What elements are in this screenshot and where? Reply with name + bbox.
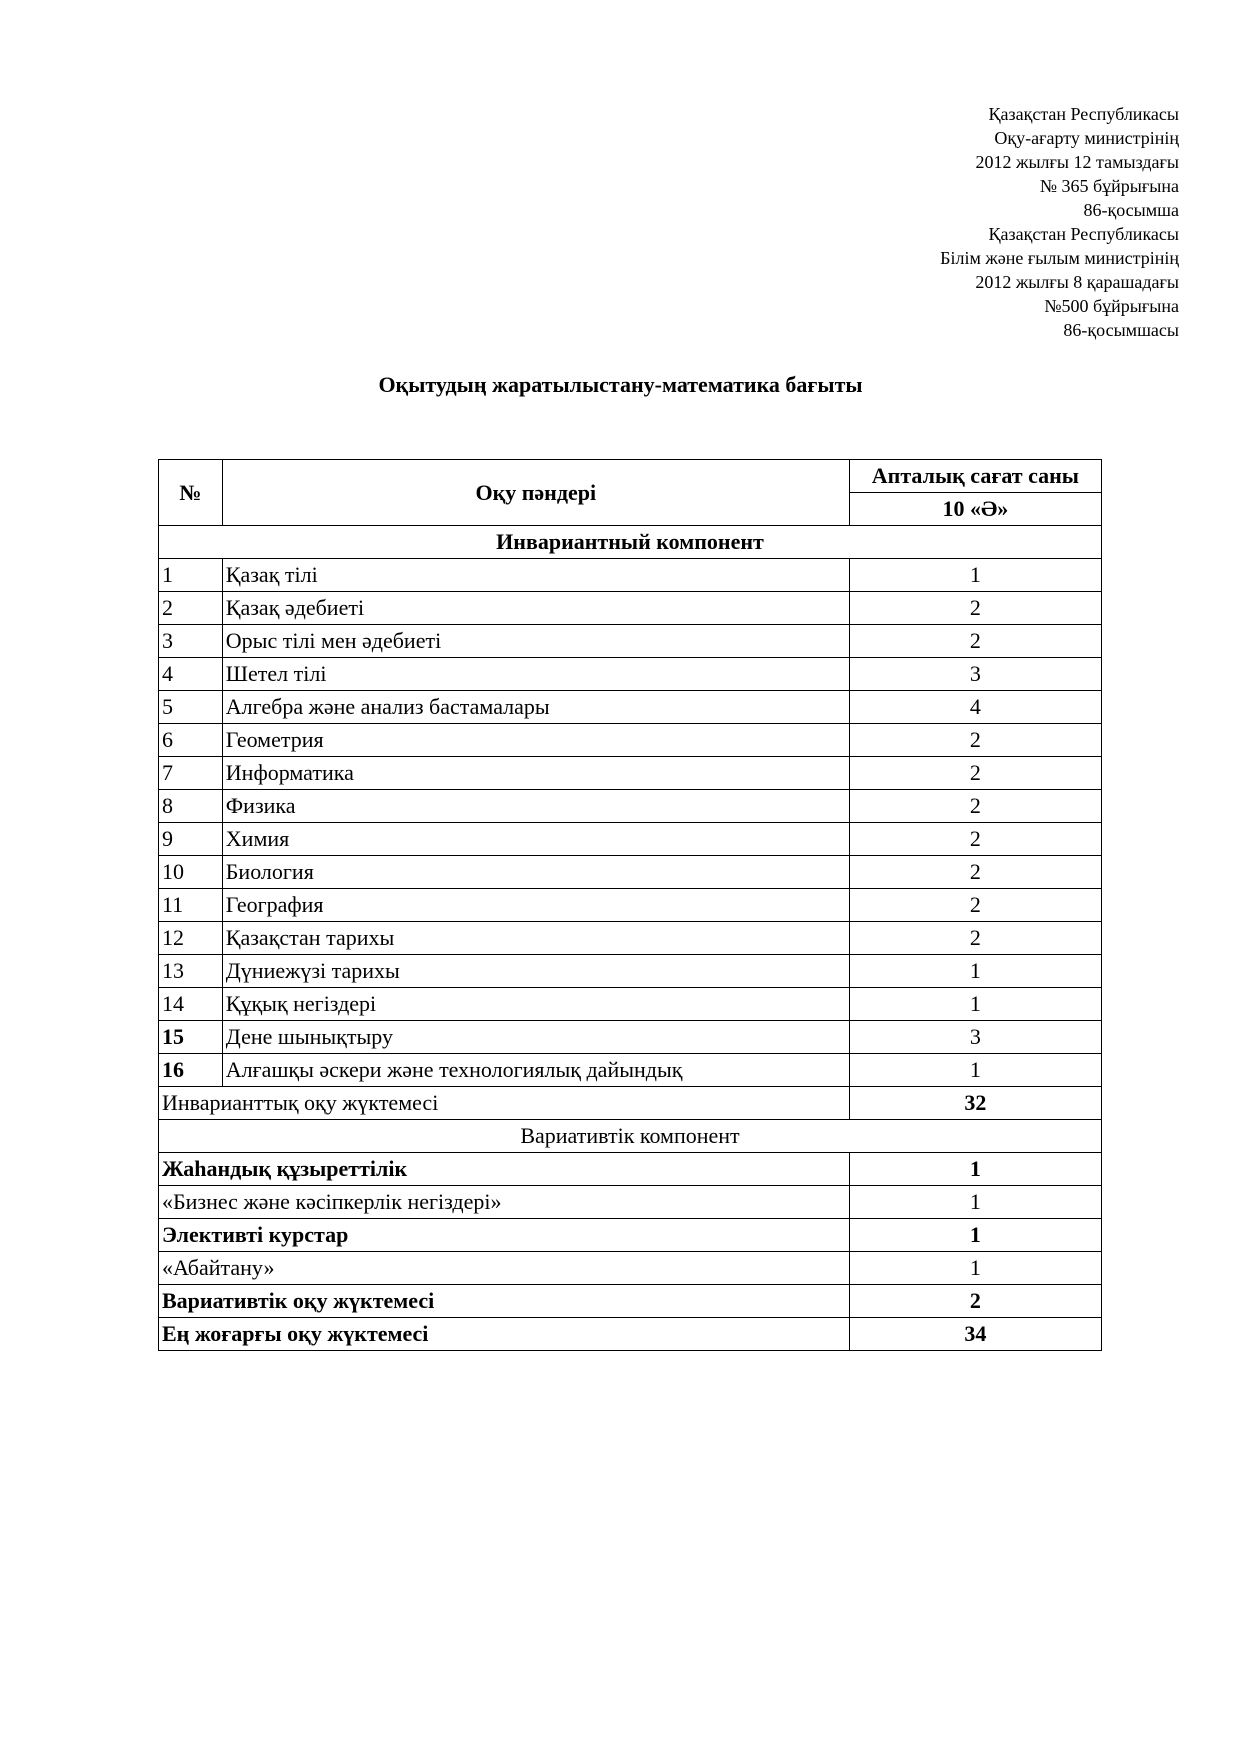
table-row: [159, 823, 1102, 856]
row-subject: Құқық негіздері: [222, 988, 849, 1021]
row-subject: Шетел тілі: [222, 658, 849, 691]
table-row: [159, 1021, 1102, 1054]
table-row: [159, 757, 1102, 790]
row-number: 7: [159, 757, 223, 790]
header-line: 86-қосымшасы: [1063, 320, 1179, 340]
row-subject: Биология: [222, 856, 849, 889]
variative-label: «Бизнес және кәсіпкерлік негіздері»: [159, 1186, 850, 1219]
table-row: [159, 691, 1102, 724]
table-row: [159, 658, 1102, 691]
section-row: [159, 526, 1102, 559]
row-number: 3: [159, 625, 223, 658]
row-subject: География: [222, 889, 849, 922]
row-hours: 1: [849, 559, 1101, 592]
row-subject: Алғашқы әскери және технологиялық дайындық: [222, 1054, 849, 1087]
col-number-header: №: [159, 460, 223, 526]
table-row: [159, 922, 1102, 955]
header-line: №500 бұйрығына: [1044, 296, 1179, 316]
variative-value: 2: [849, 1285, 1101, 1318]
row-number: 12: [159, 922, 223, 955]
table-row: [159, 559, 1102, 592]
col-hours-header: Апталық сағат саны: [849, 460, 1101, 493]
variative-row: [159, 1252, 1102, 1285]
table-row: [159, 955, 1102, 988]
row-hours: 2: [849, 757, 1101, 790]
variative-row: [159, 1285, 1102, 1318]
row-subject: Дене шынықтыру: [222, 1021, 849, 1054]
invariant-total-value: 32: [849, 1087, 1101, 1120]
variative-row: [159, 1318, 1102, 1351]
row-hours: 2: [849, 823, 1101, 856]
table-row: [159, 592, 1102, 625]
table-row: [159, 988, 1102, 1021]
row-number: 15: [159, 1021, 223, 1054]
row-subject: Қазақ тілі: [222, 559, 849, 592]
table-row: [159, 889, 1102, 922]
table-row: [159, 856, 1102, 889]
row-subject: Қазақстан тарихы: [222, 922, 849, 955]
variative-label: Ең жоғарғы оқу жүктемесі: [159, 1318, 850, 1351]
row-number: 13: [159, 955, 223, 988]
row-subject: Химия: [222, 823, 849, 856]
row-number: 1: [159, 559, 223, 592]
row-hours: 4: [849, 691, 1101, 724]
row-number: 8: [159, 790, 223, 823]
row-subject: Физика: [222, 790, 849, 823]
section-row: [159, 1120, 1102, 1153]
row-number: 2: [159, 592, 223, 625]
row-hours: 2: [849, 856, 1101, 889]
invariant-total-row: [159, 1087, 1102, 1120]
header-line: Қазақстан Республикасы: [988, 224, 1179, 244]
row-subject: Информатика: [222, 757, 849, 790]
table-row: [159, 790, 1102, 823]
row-subject: Орыс тілі мен әдебиеті: [222, 625, 849, 658]
invariant-total-label: Инварианттық оқу жүктемесі: [159, 1087, 850, 1120]
variative-label: Жаһандық құзыреттілік: [159, 1153, 850, 1186]
row-hours: 3: [849, 1021, 1101, 1054]
row-number: 10: [159, 856, 223, 889]
header-line: Білім және ғылым министрінің: [940, 248, 1179, 268]
header-line: № 365 бұйрығына: [1039, 176, 1179, 196]
row-hours: 2: [849, 889, 1101, 922]
variative-heading: Вариативтік компонент: [159, 1120, 1102, 1153]
row-number: 4: [159, 658, 223, 691]
variative-row: [159, 1153, 1102, 1186]
header-line: Оқу-ағарту министрінің: [994, 128, 1179, 148]
table-row: [159, 625, 1102, 658]
variative-label: Элективті курстар: [159, 1219, 850, 1252]
document-title: Оқытудың жаратылыстану-математика бағыты: [378, 372, 863, 397]
variative-value: 1: [849, 1153, 1101, 1186]
row-hours: 2: [849, 625, 1101, 658]
variative-label: «Абайтану»: [159, 1252, 850, 1285]
row-hours: 2: [849, 922, 1101, 955]
variative-value: 34: [849, 1318, 1101, 1351]
variative-value: 1: [849, 1186, 1101, 1219]
row-subject: Дүниежүзі тарихы: [222, 955, 849, 988]
row-number: 11: [159, 889, 223, 922]
row-hours: 2: [849, 790, 1101, 823]
row-number: 14: [159, 988, 223, 1021]
variative-row: [159, 1186, 1102, 1219]
row-hours: 1: [849, 988, 1101, 1021]
variative-value: 1: [849, 1252, 1101, 1285]
row-hours: 2: [849, 724, 1101, 757]
row-hours: 3: [849, 658, 1101, 691]
row-number: 16: [159, 1054, 223, 1087]
variative-label: Вариативтік оқу жүктемесі: [159, 1285, 850, 1318]
header-line: 86-қосымша: [1083, 200, 1179, 220]
header-line: 2012 жылғы 8 қарашадағы: [975, 272, 1179, 292]
row-hours: 2: [849, 592, 1101, 625]
header-line: Қазақстан Республикасы: [988, 104, 1179, 124]
approval-header: [940, 102, 1179, 342]
table-header-row: [159, 460, 1102, 493]
row-subject: Геометрия: [222, 724, 849, 757]
row-number: 6: [159, 724, 223, 757]
row-hours: 1: [849, 1054, 1101, 1087]
header-line: 2012 жылғы 12 тамыздағы: [975, 152, 1179, 172]
row-number: 5: [159, 691, 223, 724]
invariant-heading: Инвариантный компонент: [159, 526, 1102, 559]
table-row: [159, 724, 1102, 757]
row-subject: Қазақ әдебиеті: [222, 592, 849, 625]
curriculum-table: [158, 459, 1102, 1351]
variative-value: 1: [849, 1219, 1101, 1252]
row-hours: 1: [849, 955, 1101, 988]
col-class-header: 10 «Ә»: [849, 493, 1101, 526]
row-number: 9: [159, 823, 223, 856]
variative-row: [159, 1219, 1102, 1252]
col-subject-header: Оқу пәндері: [222, 460, 849, 526]
row-subject: Алгебра және анализ бастамалары: [222, 691, 849, 724]
table-row: [159, 1054, 1102, 1087]
